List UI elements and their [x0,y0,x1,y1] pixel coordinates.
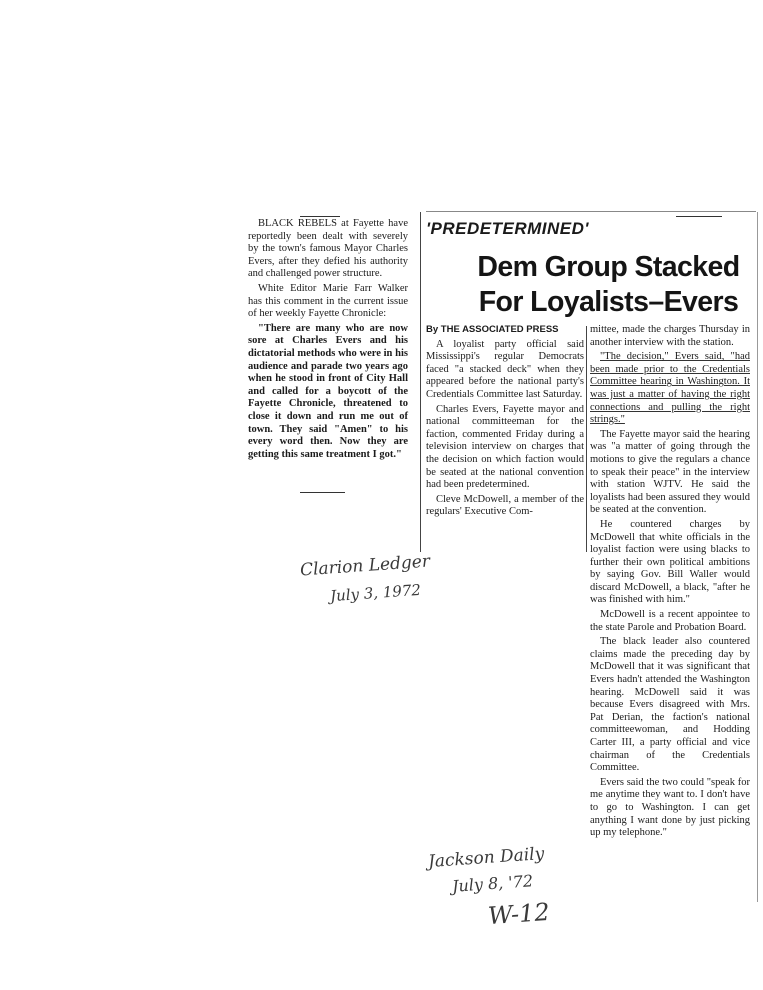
article-column-2 [590,324,750,842]
handwritten-date-1: July 3, 1972 [329,580,422,606]
headline-line-1: Dem Group Stacked [477,251,740,283]
byline: By THE ASSOCIATED PRESS [426,324,559,335]
kicker-dash [676,216,722,217]
left-para-3: "There are many who are now sore at Charles Evers and his dictatorial methods who were in his audience and parade two years ago when he stood in front of City Hall and called for a boycott of the Fayette Chronicle, threatened to close it down and run me out of town. They said "Amen" to his every word then. Now they are getting this same treatment I got." [248,322,408,460]
clip-edge-left [420,212,421,552]
col2-para-1: mittee, made the charges Thursday in another interview with the station. [590,324,750,348]
left-para-2: White Editor Marie Farr Walker has this comment in the current issue of her weekly Fayette Chronicle: [248,282,408,320]
handwritten-initials: W-12 [487,897,551,931]
handwritten-source-1: Clarion Ledger [299,551,431,581]
handwritten-date-2: July 8, '72 [451,871,534,896]
left-para-1: BLACK REBELS at Fayette have reportedly been dealt with severely by the town's famous Mayor Charles Evers, after they defied his authority and challenged power structure. [248,218,408,280]
clip-edge-top [426,211,756,212]
col2-para-2: "The decision," Evers said, "had been made prior to the Credentials Committee hearing in Washington. It was just a matter of having the right connections and pulling the right strings." [590,351,750,426]
col2-para-3: The Fayette mayor said the hearing was "a matter of going through the motions to give the regulars a chance to speak their peace" in the interview with station WJTV. He said the loyalists had been assured they would be seated at the convention. [590,428,750,516]
left-clipping [248,218,408,463]
scissor-mark-bottom [300,492,345,493]
article-column-1 [426,324,584,521]
scissor-mark-top [300,216,340,217]
col2-para-5: McDowell is a recent appointee to the state Parole and Probation Board. [590,609,750,633]
column-rule [586,326,587,552]
kicker: 'PREDETERMINED' [426,219,589,238]
col1-para-3: Cleve McDowell, a member of the regulars' Executive Com- [426,493,584,518]
col1-para-2: Charles Evers, Fayette mayor and national committeeman for the faction, commented Friday during a television interview on charges that the decision on which faction would be seated at the national convention had been predetermined. [426,403,584,491]
col2-para-4: He countered charges by McDowell that white officials in the loyalist faction were using blacks to further their own political ambitions by saying Gov. Bill Waller would discard McDowell, a black, "after he was finished with him." [590,518,750,606]
headline-line-2: For Loyalists–Evers [478,286,739,318]
col1-para-1: A loyalist party official said Mississippi's regular Democrats faced "a stacked deck" when they appeared before the national party's Credentials Committee last Saturday. [426,338,584,400]
headline [466,250,751,320]
clip-edge-right [757,212,758,902]
col2-para-7: Evers said the two could "speak for me anytime they want to. I don't have to go to Washington. I can get anything I want done by just picking up my telephone." [590,776,750,839]
col2-para-6: The black leader also countered claims made the preceding day by McDowell that it was significant that Evers hadn't attended the Washington hearing. McDowell said it was because Evers disagreed with Mrs. Pat Derian, the faction's national committeewoman, and Hodding Carter III, a party official and vice chairman of the Credentials Committee. [590,636,750,774]
handwritten-source-2: Jackson Daily [427,843,545,873]
